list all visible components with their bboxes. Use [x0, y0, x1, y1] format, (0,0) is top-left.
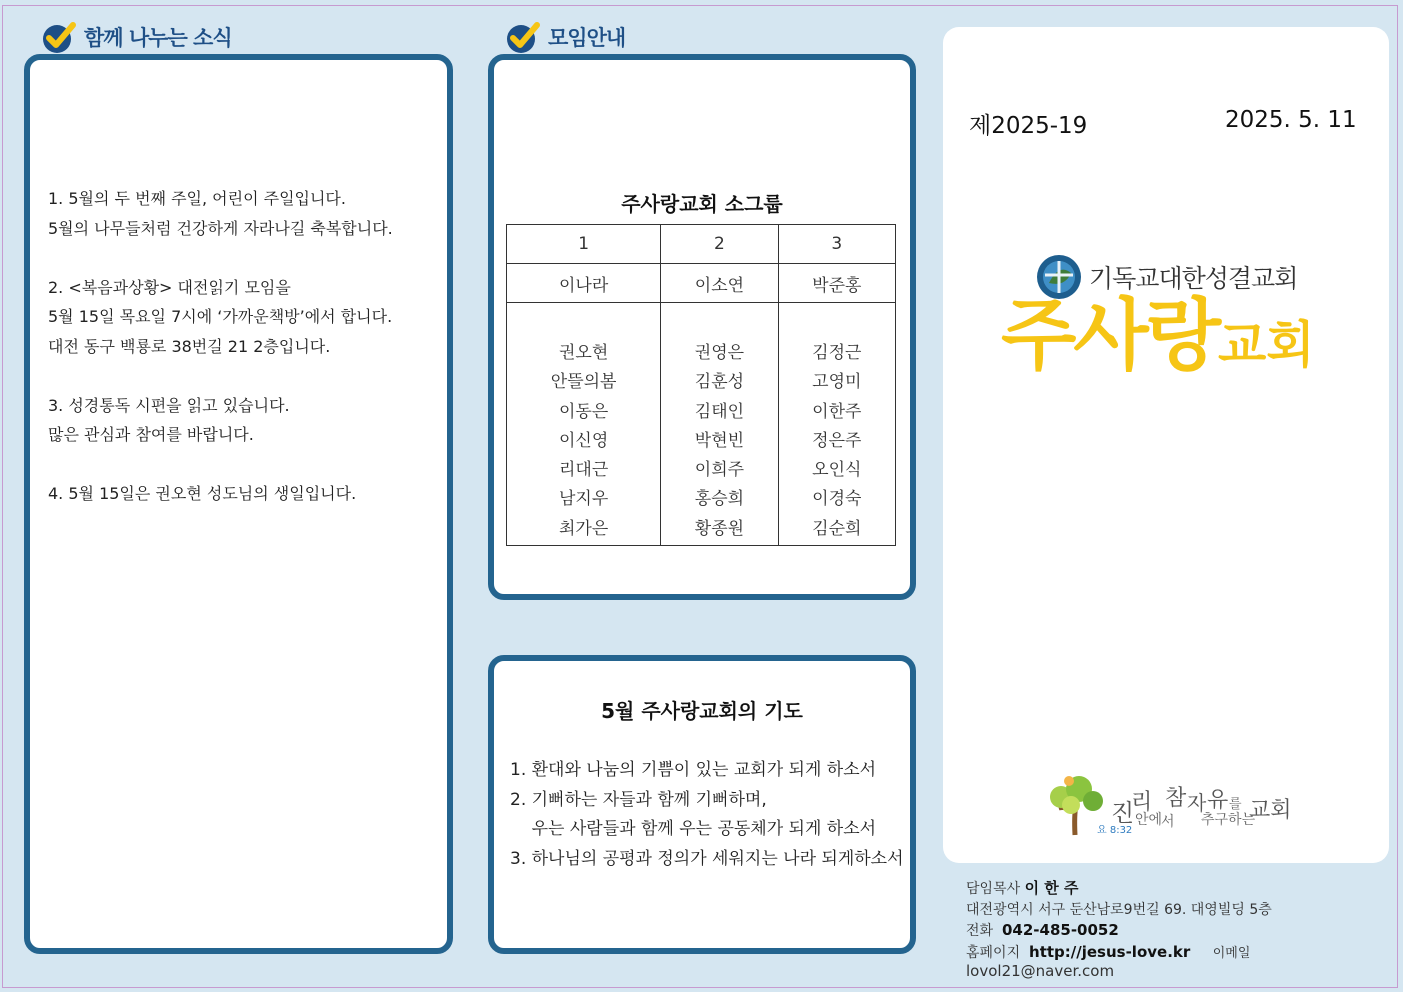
church-name-suffix: 교회	[1218, 316, 1315, 374]
phone-label: 전화	[966, 923, 994, 939]
news-panel	[24, 54, 453, 954]
motto-text: 추구하는	[1201, 812, 1256, 828]
groups-title: 주사랑교회 소그룹	[621, 192, 783, 216]
news-line: 4. 5월 15일은 권오현 성도님의 생일입니다.	[48, 484, 357, 503]
motto-text: 유	[1207, 788, 1229, 813]
news-line: 많은 관심과 참여를 바랍니다.	[48, 425, 254, 444]
group-members	[661, 303, 778, 546]
motto-text: 를	[1229, 797, 1242, 812]
member: 이희주	[694, 460, 745, 481]
member: 정은주	[812, 430, 862, 451]
group-leader: 박준홍	[778, 264, 895, 303]
member: 이신영	[558, 430, 609, 451]
group-leader: 이나라	[507, 264, 661, 303]
group-leader: 이소연	[661, 264, 778, 303]
issue-date: 2025. 5. 11	[1225, 107, 1357, 133]
prayer-line: 3. 하나님의 공평과 정의가 세워지는 나라 되게하소서	[510, 848, 904, 869]
denomination-name: 기독교대한성결교회	[1089, 264, 1298, 293]
news-line: 5월 15일 목요일 7시에 ‘가까운책방’에서 합니다.	[48, 307, 393, 326]
group-number: 2	[661, 225, 778, 264]
member: 고영미	[812, 372, 862, 393]
checkmark-icon	[40, 20, 78, 54]
pastor-name: 이 한 주	[1024, 879, 1079, 897]
news-line: 3. 성경통독 시편을 읽고 있습니다.	[48, 395, 290, 415]
member: 이한주	[812, 401, 862, 422]
member: 이경숙	[812, 489, 862, 510]
group-number: 3	[778, 225, 895, 264]
member: 김훈성	[694, 372, 745, 393]
member: 황종원	[694, 518, 745, 539]
cover-panel	[943, 27, 1389, 863]
member: 김순희	[812, 518, 862, 539]
prayer-line: 2. 기뻐하는 자들과 함께 기뻐하며,	[510, 789, 767, 810]
web-line	[966, 942, 1376, 980]
pastor-line	[966, 877, 1078, 898]
member: 이동은	[558, 401, 609, 422]
meeting-section-title: 모임안내	[548, 26, 626, 50]
prayer-list	[510, 756, 904, 874]
checkmark-icon	[504, 20, 542, 54]
email-address[interactable]: lovol21@naver.com	[966, 962, 1115, 980]
motto-text: 리	[1131, 790, 1153, 815]
member: 남지우	[558, 489, 609, 510]
issue-number: 제2025-19	[969, 113, 1088, 139]
group-members	[778, 303, 895, 546]
motto-text: 교회	[1249, 798, 1292, 823]
prayer-line: 우는 사람들과 함께 우는 공동체가 되게 하소서	[510, 819, 877, 839]
address: 대전광역시 서구 둔산남로9번길 69. 대영빌딩 5층	[966, 902, 1272, 918]
member: 권영은	[694, 343, 745, 363]
prayer-title: 5월 주사랑교회의 기도	[601, 699, 803, 723]
prayer-panel	[488, 655, 916, 954]
member: 박현빈	[694, 430, 745, 451]
group-number: 1	[507, 225, 661, 264]
news-line: 1. 5월의 두 번째 주일, 어린이 주일입니다.	[48, 189, 346, 208]
news-section-header	[40, 20, 232, 54]
member: 홍승희	[694, 489, 745, 510]
groups-table	[506, 224, 896, 546]
email-label: 이메일	[1212, 946, 1251, 961]
motto-verse: 요 8:32	[1097, 825, 1133, 836]
pastor-label: 담임목사	[966, 881, 1021, 897]
member: 권오현	[558, 343, 609, 363]
homepage-link[interactable]: http://jesus-love.kr	[1029, 943, 1191, 961]
groups-panel	[488, 54, 916, 600]
phone-line	[966, 920, 1119, 940]
member: 오인식	[812, 460, 862, 481]
news-line: 대전 동구 백룡로 38번길 21 2층입니다.	[48, 336, 331, 356]
member: 안뜰의봄	[550, 372, 617, 393]
member: 김태인	[694, 401, 745, 422]
news-list	[48, 184, 393, 509]
meeting-section-header	[504, 20, 625, 54]
church-logo	[1001, 291, 1315, 381]
member: 김정근	[812, 343, 862, 363]
church-name-main: 주사랑	[1001, 291, 1219, 381]
group-members	[507, 303, 661, 546]
motto	[1097, 779, 1301, 839]
motto-text: 자	[1187, 791, 1207, 815]
prayer-line: 1. 환대와 나눔의 기쁨이 있는 교회가 되게 하소서	[510, 760, 877, 780]
motto-text: 참	[1165, 786, 1187, 811]
motto-text: 안에	[1135, 812, 1163, 828]
motto-text: 진	[1111, 799, 1135, 827]
news-section-title: 함께 나누는 소식	[84, 26, 232, 50]
member: 리대근	[558, 460, 609, 481]
member: 최가은	[558, 518, 609, 539]
phone-number: 042-485-0052	[1001, 921, 1119, 939]
news-line: 5월의 나무들처럼 건강하게 자라나길 축복합니다.	[48, 218, 393, 238]
motto-text: 서	[1161, 814, 1175, 830]
homepage-label: 홈페이지	[966, 945, 1021, 961]
news-line: 2. <복음과상황> 대전읽기 모임을	[48, 277, 291, 297]
